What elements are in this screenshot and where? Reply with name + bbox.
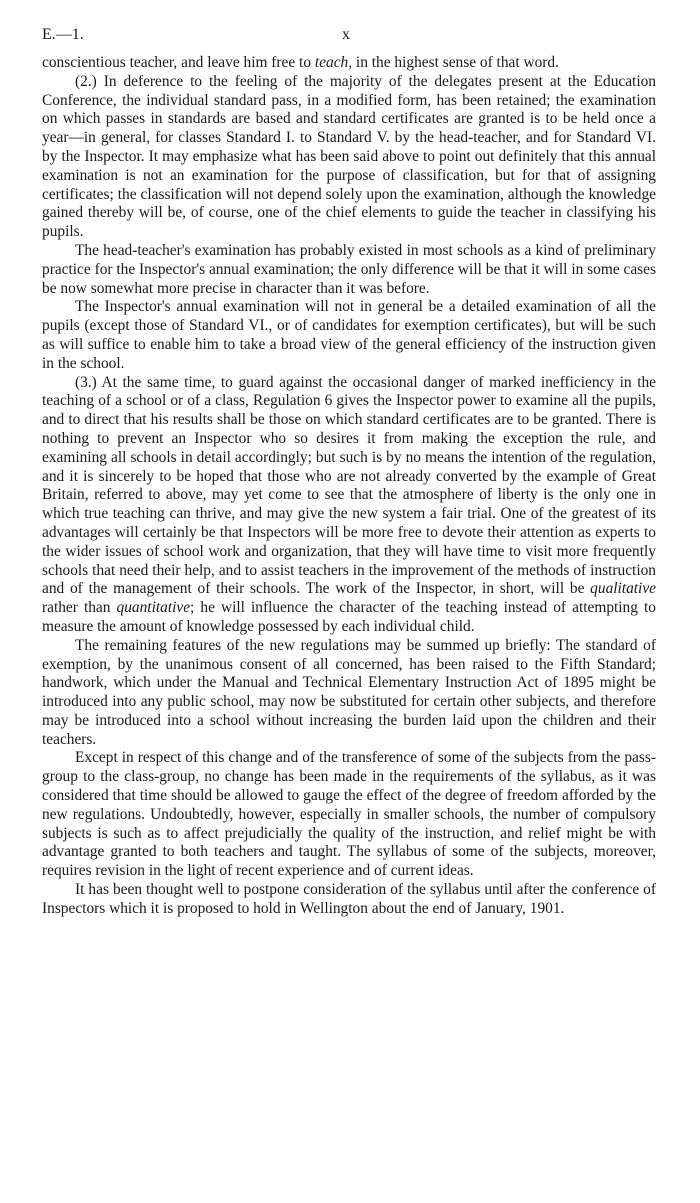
text-run: rather than [42, 599, 117, 617]
text-run: The remaining features of the new regulations may be summed up briefly: The standard of exemption, by the unanimous consent of all concerned, has been raised to the Fifth Standard; handwork, which under the Manual and Technical Elementary Instruction Act of 1895 might be introduced into any public school, may now be substituted for certain other subjects, and therefore may be introduced into a school without increasing the burden laid upon the children and their teachers. [42, 636, 656, 748]
paragraph [42, 749, 656, 881]
paragraph [42, 374, 656, 637]
report-reference: E.—1. [42, 26, 84, 43]
page-header [42, 26, 656, 48]
text-run: , in the highest sense of that word. [348, 54, 559, 71]
emphasized-text: quantitative [116, 599, 191, 617]
emphasized-text: teach [314, 54, 349, 71]
text-run: Except in respect of this change and of the transference of some of the subjects from the pass-group to the class-group, no change has been made in the requirements of the syllabus, as it was considered that time should be allowed to gauge the effect of the degree of freedom afforded by the new regulations. Undoubtedly, however, especially in smaller schools, the number of compulsory subjects is such as to affect prejudicially the quality of the instruction, and relief might be with advantage granted to both teachers and taught. The syllabus of some of the subjects, moreover, requires revision in the light of recent experience and of current ideas. [42, 749, 656, 880]
body-text [42, 54, 656, 919]
emphasized-text: qualitative [590, 580, 656, 598]
page-number: x [342, 26, 350, 43]
paragraph [42, 242, 656, 298]
paragraph [42, 298, 656, 373]
text-run: ; he will influence the character of the teaching instead of attempting to measure the amount of knowledge possessed by each individual child. [42, 599, 656, 635]
paragraph [42, 637, 656, 750]
text-run: The head-teacher's examination has probably existed in most schools as a kind of preliminary practice for the Inspector's annual examination; the only difference will be that it will in some cases be now somewhat more precise in character than it was before. [42, 241, 656, 297]
text-run: conscientious teacher, and leave him free to [42, 54, 315, 71]
text-run: (2.) In deference to the feeling of the majority of the delegates present at the Education Conference, the individual standard pass, in a modified form, has been retained; the examination on which passes in standards are based and standard certificates are granted is to be held once a year—in general, for classes Standard I. to Standard V. by the head-teacher, and for Standard VI. by the Inspector. It may emphasize what has been said above to point out definitely that this annual examination is not an examination for the purpose of classification, but for that of assigning certificates; the classification will not depend solely upon the examination, although the knowledge gained thereby will be, of course, one of the chief elements to guide the teacher in classifying his pupils. [42, 72, 656, 241]
paragraph [42, 881, 656, 919]
text-run: (3.) At the same time, to guard against the occasional danger of marked inefficiency in the teaching of a school or of a class, Regulation 6 gives the Inspector power to examine all the pupils, and to direct that his results shall be those on which standard certificates are to be granted. There is nothing to prevent an Inspector who so desires it from making the exception the rule, and examining all schools in detail accordingly; but such is by no means the intention of the regulation, and it is sincerely to be hoped that those who are not already converted by the example of Great Britain, referred to above, may yet come to see that the atmosphere of liberty is the only one in which true teaching can thrive, and may give the new system a fair trial. One of the greatest of its advantages will certainly be that Inspectors will be more free to devote their attention as experts to the wider issues of school work and organization, that they will have time to visit more frequently schools that need their help, and to assist teachers in the improvement of the methods of instruction and of the management of their schools. The work of the Inspector, in short, will be [42, 373, 656, 598]
paragraph [42, 54, 656, 73]
text-run: It has been thought well to postpone consideration of the syllabus until after the conference of Inspectors which it is proposed to hold in Wellington about the end of January, 1901. [42, 881, 656, 917]
text-run: The Inspector's annual examination will not in general be a detailed examination of all the pupils (except those of Standard VI., or of candidates for exemption certificates), but will be such as will suffice to enable him to take a broad view of the general efficiency of the instruction given in the school. [42, 298, 656, 372]
paragraph [42, 73, 656, 242]
